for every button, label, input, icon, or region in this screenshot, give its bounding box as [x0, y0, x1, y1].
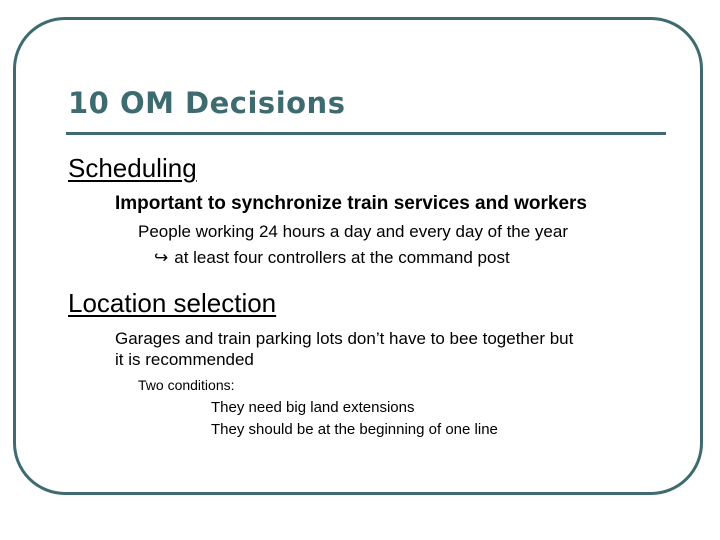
slide-title: 10 OM Decisions	[68, 86, 346, 120]
curved-arrow-icon: ↪	[154, 248, 169, 267]
condition-item: They need big land extensions	[211, 399, 415, 416]
scheduling-detail: at least four controllers at the command post	[174, 248, 510, 267]
location-point-line1: Garages and train parking lots don’t have to bee together but	[115, 329, 574, 348]
scheduling-sub: People working 24 hours a day and every day of the year	[138, 222, 568, 241]
heading-scheduling: Scheduling	[68, 153, 197, 183]
location-point-line2: it is recommended	[115, 350, 254, 369]
scheduling-point: Important to synchronize train services and workers	[115, 193, 587, 214]
heading-location-selection: Location selection	[68, 288, 277, 318]
condition-item: They should be at the beginning of one line	[211, 421, 498, 438]
scheduling-detail-row	[154, 248, 510, 268]
title-divider	[66, 132, 666, 135]
location-sub: Two conditions:	[138, 377, 235, 393]
